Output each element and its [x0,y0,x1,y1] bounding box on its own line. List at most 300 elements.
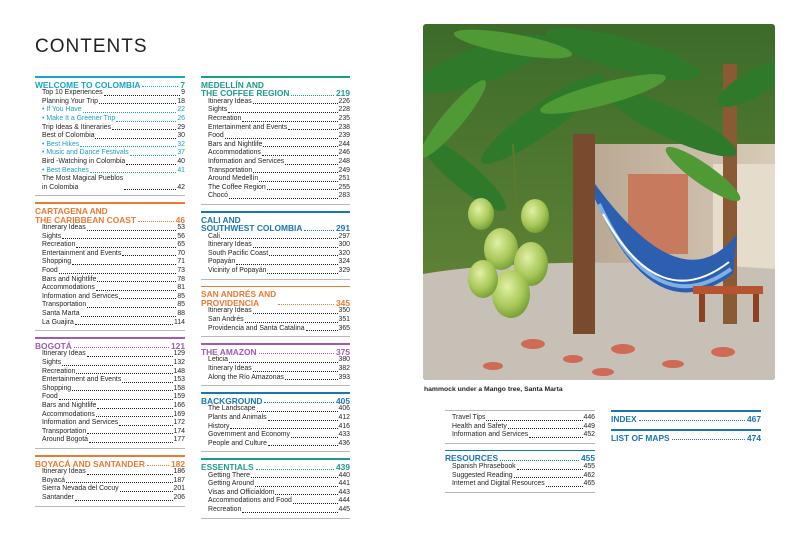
entry-title: Chocó [208,192,228,200]
entry-page-number: 320 [338,249,350,257]
section-title: THE AMAZON [201,346,257,357]
toc-section [35,202,185,331]
entry-page-number: 30 [177,132,185,140]
toc-entry[interactable] [35,250,185,259]
entry-title: Food [42,393,58,401]
toc-entry[interactable] [201,472,350,481]
entry-page-number: 297 [338,232,350,240]
dot-leader [245,322,338,323]
entry-title: • Best Hikes [42,140,80,148]
entry-page-number: 18 [177,97,185,105]
entry-page-number: 300 [338,241,350,249]
dot-leader [225,138,338,139]
entry-title: Food [208,132,224,140]
dot-leader [288,129,337,130]
toc-entry[interactable] [445,431,595,440]
entry-page-number: 174 [173,427,185,435]
section-title: CARTAGENA AND THE CARIBBEAN COAST [35,205,136,225]
toc-section [35,455,185,507]
entry-page-number: 148 [173,367,185,375]
toc-section [201,392,350,452]
section-end-rule [201,279,350,280]
toc-entry[interactable] [201,184,350,193]
section-heading[interactable] [201,81,350,98]
entry-page-number: 153 [173,376,185,384]
toc-entry[interactable] [35,359,185,368]
dot-leader [253,313,338,314]
entry-page-number: 455 [583,462,595,470]
toc-entry[interactable] [35,402,185,411]
entry-title: • If You Have [42,106,82,114]
entry-title: Itinerary Ideas [42,224,86,232]
toc-entry[interactable] [35,419,185,428]
page-title: CONTENTS [35,36,148,57]
toc-entry[interactable] [445,414,595,423]
entry-title: Plants and Animals [208,413,267,421]
dot-leader [253,103,338,104]
section-heading[interactable] [35,81,185,90]
toc-entry[interactable] [445,423,595,432]
section-heading[interactable] [201,290,350,307]
toc-entry[interactable] [201,307,350,316]
entry-page-number: 78 [177,275,185,283]
entry-title: Transportation [42,427,87,435]
toc-entry[interactable] [201,98,350,107]
entry-title: • Best Beaches [42,166,89,174]
dot-leader [126,164,176,165]
entry-page-number: 465 [583,480,595,488]
entry-title: Health and Safety [452,422,507,430]
entry-title: Around Medellín [208,175,259,183]
section-heading[interactable] [35,207,185,224]
toc-entry[interactable] [201,356,350,365]
entry-page-number: 159 [173,393,185,401]
entry-page-number: 53 [177,224,185,232]
dot-leader [97,281,176,282]
dot-leader [99,103,176,104]
entry-title: Sights [42,232,62,240]
dot-leader [97,408,172,409]
entry-title: • Music and Dance Festivals [42,149,129,157]
toc-section [201,76,350,205]
toc-entry[interactable] [35,468,185,477]
entry-page-number: 29 [177,123,185,131]
toc-entry[interactable] [35,149,185,158]
section-end-rule [201,204,350,205]
entry-page-number: 177 [173,436,185,444]
toc-section [201,343,350,386]
section-heading[interactable] [201,216,350,233]
dot-leader [229,362,338,363]
toc-entry[interactable] [35,494,185,503]
toc-entry[interactable] [201,158,350,167]
toc-column-4 [611,410,761,448]
toc-entry[interactable] [201,124,350,133]
toc-entry[interactable] [35,301,185,310]
section-heading[interactable] [35,342,185,351]
entry-title: Travel Tips [452,414,486,421]
entry-title: San Andrés [208,316,244,324]
dot-leader [112,129,176,130]
section-heading[interactable] [611,415,761,424]
entry-page-number: 226 [338,97,350,105]
entry-page-number: 85 [177,292,185,300]
dot-leader [89,442,173,443]
entry-page-number: 440 [338,471,350,479]
dot-leader [87,230,177,231]
section-page-number: 455 [581,453,595,464]
entry-title: Bars and Nightlife [42,401,97,409]
entry-title: Top 10 Experiences [42,89,103,97]
section-heading[interactable] [445,454,595,463]
entry-title: Bird -Watching in Colombia [42,157,126,165]
dot-leader [76,247,176,248]
entry-title: Recreation [208,114,242,122]
toc-entry[interactable] [35,141,185,150]
section-title: SAN ANDRÉS AND PROVIDENCIA [201,289,277,308]
toc-entry[interactable] [35,224,185,233]
toc-entry[interactable] [201,250,350,259]
section-title: BACKGROUND [201,395,263,406]
entry-page-number: 444 [338,497,350,505]
dot-leader [639,420,745,421]
entry-page-number: 238 [338,123,350,131]
dot-leader [257,411,338,412]
section-heading[interactable] [201,348,350,357]
dot-leader [74,347,169,348]
toc-entry[interactable] [201,241,350,250]
dot-leader [291,437,338,438]
toc-entry[interactable] [35,411,185,420]
toc-section [445,450,595,493]
section-page-number: 219 [336,88,350,99]
entry-title: Itinerary Ideas [42,468,86,476]
toc-entry[interactable] [201,106,350,115]
entry-title: Santander [42,493,74,501]
entry-page-number: 365 [338,324,350,332]
section-page-number: 46 [175,214,185,225]
entry-title: Entertainment and Events [42,249,122,257]
section-end-rule [201,451,350,452]
toc-entry[interactable] [201,325,350,334]
section-end-rule [35,506,185,507]
entry-page-number: 239 [338,132,350,140]
section-divider [445,410,595,411]
section-title: ESSENTIALS [201,461,254,472]
entry-page-number: 382 [338,365,350,372]
section-title: BOYACÁ AND SANTANDER [35,458,145,469]
entry-title: Suggested Reading [452,471,513,479]
section-title: CALI AND SOUTHWEST COLOMBIA [201,214,303,234]
entry-page-number: 246 [338,149,350,157]
dot-leader [242,512,337,513]
toc-entry[interactable] [445,463,595,472]
toc-entry[interactable] [201,414,350,423]
section-end-rule [201,336,350,337]
entry-title: Along the Río Amazonas [208,373,284,381]
dot-leader [672,439,745,440]
dot-leader [229,198,338,199]
entry-title: Trip Ideas & Itineraries [42,123,112,131]
dot-leader [267,273,337,274]
toc-entry[interactable] [35,106,185,115]
toc-entry[interactable] [201,258,350,267]
toc-entry[interactable] [201,365,350,374]
entry-page-number: 132 [173,359,185,366]
section-page-number: 467 [747,413,761,424]
toc-section [201,286,350,338]
toc-entry[interactable] [201,316,350,325]
dot-leader [59,399,173,400]
toc-entry[interactable] [35,132,185,141]
toc-entry[interactable] [201,440,350,449]
toc-entry[interactable] [35,89,185,98]
entry-title: Getting Around [208,480,254,488]
section-end-rule [445,492,595,493]
entry-page-number: 42 [177,183,185,191]
entry-title: Information and Services [452,431,529,439]
toc-entry[interactable] [201,374,350,383]
dot-leader [80,146,176,147]
dot-leader [546,486,583,487]
dot-leader [119,425,172,426]
section-heading[interactable] [35,460,185,469]
dot-leader [87,433,172,434]
dot-leader [221,238,338,239]
toc-entry[interactable] [35,436,185,445]
dot-leader [142,86,178,87]
section-page-number: 439 [336,461,350,472]
toc-entry[interactable] [35,276,185,285]
dot-leader [259,353,334,354]
entry-page-number: 37 [177,149,185,157]
toc-entry[interactable] [35,167,185,176]
toc-entry[interactable] [201,149,350,158]
dot-leader [236,264,337,265]
dot-leader [62,238,176,239]
toc-entry[interactable] [35,385,185,394]
entry-page-number: 41 [177,166,185,174]
entry-title: The Landscape [208,405,256,413]
entry-page-number: 81 [177,284,185,292]
section-divider [201,458,350,460]
section-title: RESOURCES [445,453,499,464]
entry-page-number: 201 [173,485,185,493]
dot-leader [264,402,334,403]
entry-page-number: 350 [338,307,350,315]
entry-title: People and Culture [208,439,267,447]
dot-leader [259,181,337,182]
toc-entry[interactable] [35,258,185,267]
entry-page-number: 88 [177,310,185,318]
dot-leader [66,482,173,483]
entry-title: Visas and Officialdom [208,488,275,496]
toc-entry[interactable] [35,350,185,359]
toc-entry[interactable] [201,405,350,414]
dot-leader [72,264,176,265]
entry-title: Transportation [42,301,87,309]
entry-title: Food [42,267,58,275]
entry-page-number: 449 [583,422,595,430]
dot-leader [230,428,337,429]
dot-leader [517,469,583,470]
section-page-number: 291 [336,223,350,234]
section-divider [201,392,350,394]
dot-leader [304,230,334,231]
toc-column-3 [445,410,595,499]
section-page-number: 182 [171,458,185,469]
entry-page-number: 436 [338,439,350,447]
toc-entry[interactable] [35,310,185,319]
entry-title: Accommodations [42,284,95,292]
toc-entry[interactable] [201,497,350,506]
toc-entry[interactable] [445,472,595,481]
toc-entry[interactable] [201,167,350,176]
dot-leader [253,172,337,173]
toc-entry[interactable] [445,480,595,489]
toc-entry[interactable] [35,485,185,494]
entry-page-number: 172 [173,419,185,427]
dot-leader [291,95,334,96]
dot-leader [147,465,169,466]
entry-page-number: 73 [177,267,185,275]
section-divider [201,76,350,78]
entry-page-number: 351 [338,316,350,324]
entry-page-number: 56 [177,232,185,240]
dot-leader [285,379,338,380]
toc-entry[interactable] [35,319,185,328]
toc-entry[interactable] [35,115,185,124]
section-divider [35,202,185,204]
entry-page-number: 26 [177,114,185,122]
toc-entry[interactable] [201,192,350,201]
toc-section [611,410,761,423]
entry-page-number: 248 [338,157,350,165]
toc-entry[interactable] [201,175,350,184]
section-end-rule [35,330,185,331]
dot-leader [119,298,176,299]
toc-entry[interactable] [35,233,185,242]
toc-entry[interactable] [35,158,185,167]
dot-leader [251,477,337,478]
dot-leader [255,486,338,487]
toc-entry[interactable] [201,489,350,498]
dot-leader [228,112,337,113]
entry-title: Leticia [208,356,228,364]
section-divider [611,410,761,412]
toc-entry[interactable] [201,431,350,440]
entry-title: Internet and Digital Resources [452,480,545,488]
toc-section [201,211,350,280]
toc-column-2 [201,76,350,525]
dot-leader [122,382,172,383]
entry-page-number: 412 [338,413,350,421]
section-page-number: 7 [180,79,185,90]
toc-entry[interactable] [35,393,185,402]
entry-page-number: 393 [338,373,350,381]
toc-entry[interactable] [201,115,350,124]
toc-entry[interactable] [201,267,350,276]
dot-leader [75,500,173,501]
toc-entry[interactable] [201,506,350,515]
dot-leader [269,255,337,256]
entry-page-number: 251 [338,175,350,183]
dot-leader [275,494,337,495]
dot-leader [59,273,177,274]
entry-page-number: 433 [338,431,350,439]
dot-leader [268,420,338,421]
entry-title: Santa Marta [42,310,80,318]
section-heading[interactable] [201,397,350,406]
entry-page-number: 186 [173,468,185,476]
entry-title: Around Bogotá [42,436,88,444]
entry-page-number: 452 [583,431,595,439]
toc-entry[interactable] [35,241,185,250]
section-page-number: 121 [171,340,185,351]
section-end-rule [35,195,185,196]
toc-entry[interactable] [35,175,185,192]
dot-leader [76,373,172,374]
entry-title: Information and Services [208,157,285,165]
entry-title: Accommodations [208,149,261,157]
toc-entry[interactable] [35,293,185,302]
entry-page-number: 70 [177,249,185,257]
entry-page-number: 129 [173,350,185,358]
entry-page-number: 445 [338,505,350,513]
toc-entry[interactable] [201,132,350,141]
section-heading[interactable] [611,434,761,443]
toc-entry[interactable] [35,98,185,107]
dot-leader [96,290,176,291]
dot-leader [96,416,173,417]
entry-page-number: 446 [583,414,595,421]
dot-leader [268,445,338,446]
entry-page-number: 244 [338,140,350,148]
entry-title: Information and Services [42,419,119,427]
dot-leader [87,356,173,357]
entry-page-number: 329 [338,267,350,275]
entry-title: Cali [208,232,220,240]
entry-page-number: 71 [177,258,185,266]
entry-title: The Coffee Region [208,183,266,191]
toc-entry[interactable] [201,423,350,432]
toc-entry[interactable] [35,376,185,385]
dot-leader [285,164,337,165]
toc-entry[interactable] [35,284,185,293]
section-end-rule [201,385,350,386]
toc-entry[interactable] [201,480,350,489]
toc-entry[interactable] [35,477,185,486]
entry-title: South Pacific Coast [208,249,269,257]
entry-title: Vicinity of Popayán [208,267,267,275]
toc-entry[interactable] [35,124,185,133]
entry-title: Entertainment and Events [208,123,288,131]
toc-entry[interactable] [201,141,350,150]
toc-entry[interactable] [35,368,185,377]
entry-title: Shopping [42,384,72,392]
entry-title: Best of Colombia [42,132,95,140]
toc-entry[interactable] [201,233,350,242]
section-title: INDEX [611,413,637,424]
section-divider [35,76,185,78]
dot-leader [293,503,338,504]
toc-entry[interactable] [35,428,185,437]
section-page-number: 375 [336,346,350,357]
dot-leader [278,304,334,305]
section-heading[interactable] [201,463,350,472]
section-divider [201,343,350,345]
toc-entry[interactable] [35,267,185,276]
